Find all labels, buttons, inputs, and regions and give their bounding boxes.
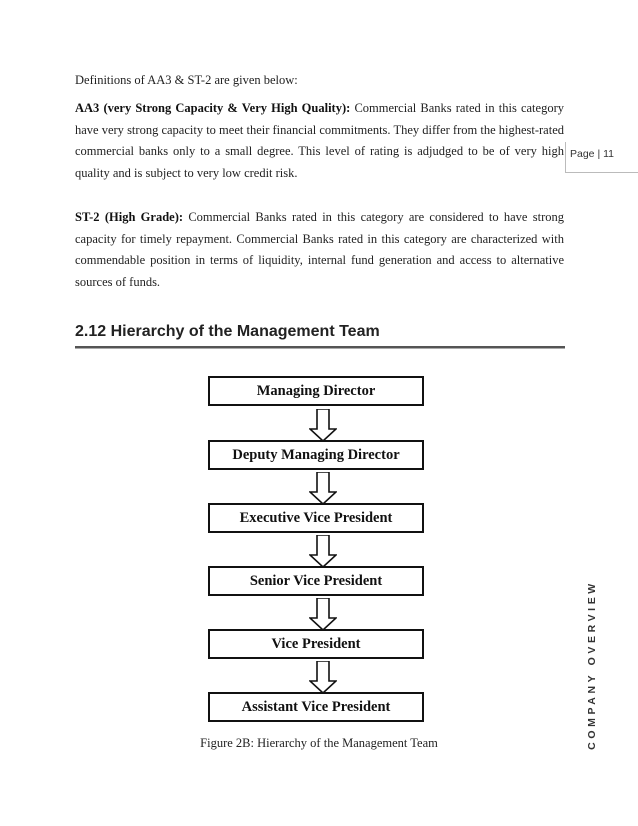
aa3-text: Commercial Banks rated in this category have very strong capacity to meet their financial commitments. They differ from the highest-rated commercial banks only to a small degree. This level of rating is adjudged to be of very high quality and is subject to very low credit risk. <box>75 101 564 180</box>
down-arrow-icon <box>309 598 337 631</box>
aa3-paragraph <box>75 98 564 184</box>
st2-text: Commercial Banks rated in this category are considered to have strong capacity for timely repayment. Commercial Banks rated in this category are characterized with commendable position in terms of liquidity, internal fund generation and access to alternative sources of funds. <box>75 210 564 289</box>
section-heading: 2.12 Hierarchy of the Management Team <box>75 323 380 340</box>
org-box-executive-vice-president: Executive Vice President <box>208 503 424 533</box>
org-box-assistant-vice-president: Assistant Vice President <box>208 692 424 722</box>
st2-term: ST-2 (High Grade): <box>75 210 184 224</box>
side-label-text: COMPANY OVERVIEW <box>586 580 598 750</box>
side-section-label <box>583 582 601 748</box>
aa3-term: AA3 (very Strong Capacity & Very High Quality): <box>75 101 351 115</box>
down-arrow-icon <box>309 409 337 442</box>
down-arrow-icon <box>309 472 337 505</box>
definitions-intro: Definitions of AA3 & ST-2 are given below: <box>75 73 298 87</box>
down-arrow-icon <box>309 661 337 694</box>
org-box-vice-president: Vice President <box>208 629 424 659</box>
section-heading-rule <box>75 346 565 349</box>
down-arrow-icon <box>309 535 337 568</box>
page-number: Page | 11 <box>570 148 614 160</box>
org-box-deputy-managing-director: Deputy Managing Director <box>208 440 424 470</box>
figure-caption: Figure 2B: Hierarchy of the Management Team <box>200 736 438 750</box>
org-box-senior-vice-president: Senior Vice President <box>208 566 424 596</box>
org-box-managing-director: Managing Director <box>208 376 424 406</box>
st2-paragraph <box>75 207 564 293</box>
